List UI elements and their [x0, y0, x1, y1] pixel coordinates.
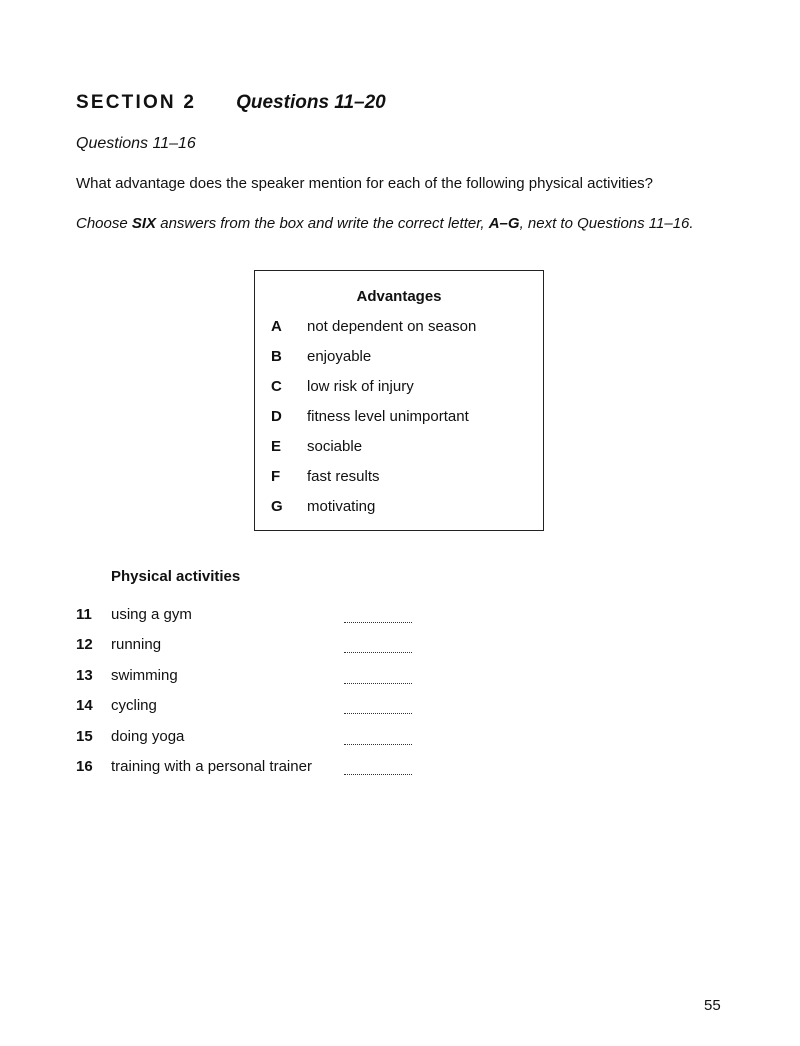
question-number: 16 — [76, 757, 93, 775]
activity-text: using a gym — [111, 606, 192, 623]
question-number: 12 — [76, 636, 93, 654]
advantage-item — [271, 378, 476, 408]
advantage-letter: E — [271, 438, 282, 455]
answer-blank[interactable] — [344, 621, 412, 623]
advantage-text: fast results — [307, 468, 380, 485]
question-prompt: What advantage does the speaker mention for each of the following physical activities? — [76, 175, 654, 192]
instructions-text-2: answers from the box and write the correct letter, — [156, 215, 489, 232]
section-label: SECTION 2 — [76, 92, 197, 113]
advantages-box — [254, 270, 544, 531]
activity-text: running — [111, 636, 162, 654]
instructions-emphasis-letters: A–G — [488, 215, 520, 232]
advantage-text: fitness level unimportant — [307, 408, 469, 425]
advantage-text: not dependent on season — [307, 318, 477, 335]
advantage-letter: F — [271, 468, 281, 485]
activities-heading: Physical activities — [111, 568, 241, 585]
advantage-item — [271, 468, 476, 498]
activity-text: cycling — [111, 697, 157, 715]
advantages-title: Advantages — [356, 288, 442, 305]
instructions — [76, 213, 696, 234]
advantage-item — [271, 498, 476, 528]
sub-heading: Questions 11–16 — [76, 135, 196, 152]
advantage-letter: D — [271, 408, 282, 425]
advantage-text: motivating — [307, 498, 376, 515]
answer-blank[interactable] — [344, 743, 412, 745]
advantages-list — [271, 318, 476, 528]
question-number: 14 — [76, 697, 93, 715]
advantage-letter: B — [271, 348, 282, 365]
advantage-text: enjoyable — [307, 348, 372, 365]
activity-text: training with a personal trainer — [111, 757, 312, 775]
section-heading — [76, 92, 386, 114]
advantage-item — [271, 318, 476, 348]
answer-blank[interactable] — [344, 712, 412, 714]
section-question-range: Questions 11–20 — [236, 92, 386, 113]
question-number: 11 — [76, 606, 92, 623]
advantage-letter: G — [271, 498, 283, 515]
advantage-item — [271, 438, 476, 468]
activity-text: swimming — [111, 666, 178, 684]
page-number: 55 — [704, 997, 721, 1014]
advantage-item — [271, 408, 476, 438]
advantage-letter: A — [271, 318, 282, 335]
instructions-emphasis-count: SIX — [131, 215, 157, 232]
answer-blank[interactable] — [344, 682, 412, 684]
advantage-text: sociable — [307, 438, 363, 455]
advantage-item — [271, 348, 476, 378]
answer-blank[interactable] — [344, 651, 412, 653]
advantage-text: low risk of injury — [307, 378, 414, 395]
instructions-text-3: , next to Questions 11–16. — [519, 215, 694, 232]
question-number: 13 — [76, 666, 93, 684]
advantage-letter: C — [271, 378, 282, 395]
activity-text: doing yoga — [111, 727, 185, 745]
instructions-text-1: Choose — [76, 215, 132, 232]
answer-blank[interactable] — [344, 773, 412, 775]
question-number: 15 — [76, 727, 93, 745]
